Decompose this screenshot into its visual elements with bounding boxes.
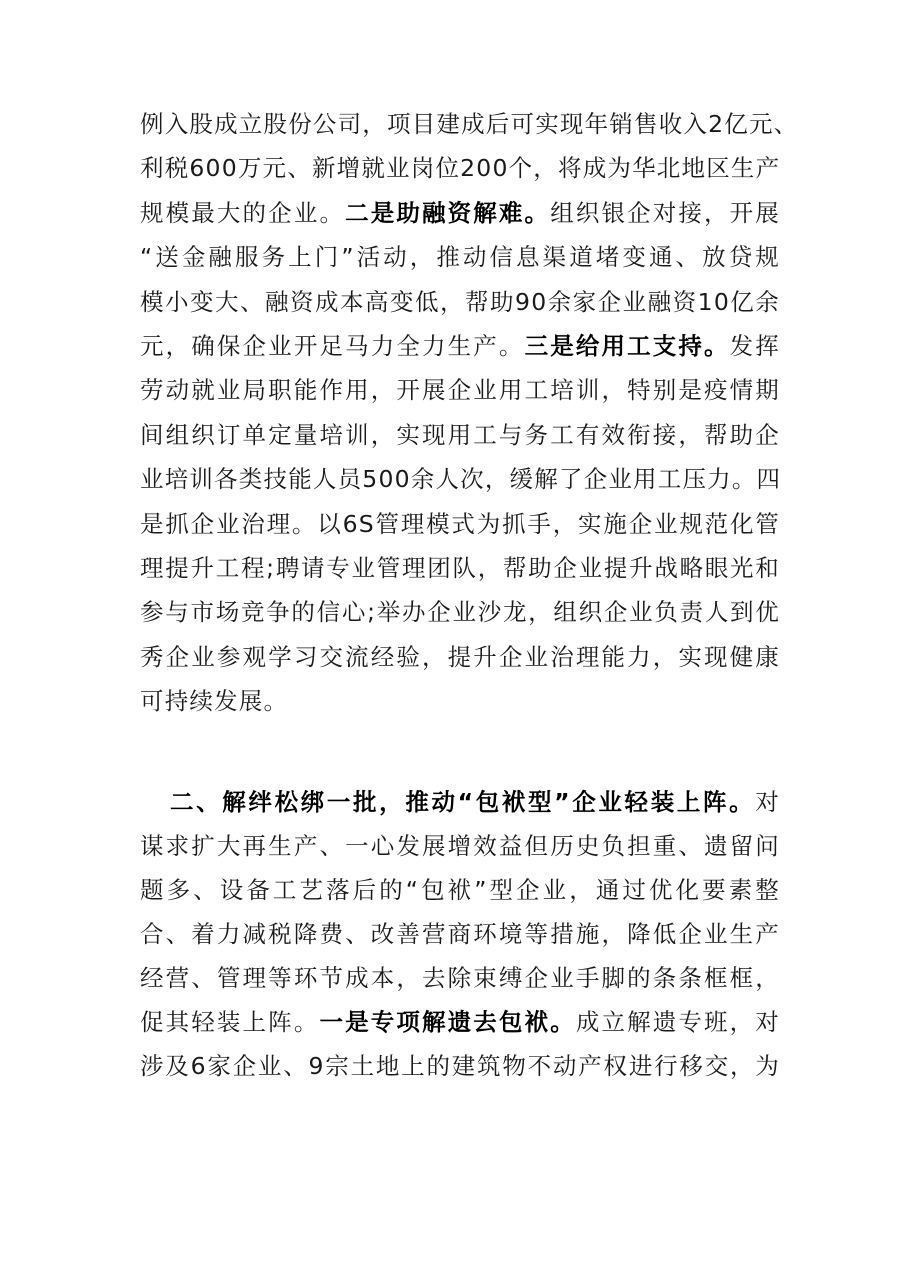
body-text: 是抓企业治理。以6S管理模式为抓手，实施企业规范化管 bbox=[140, 509, 780, 538]
text-line bbox=[140, 193, 780, 233]
body-text: 规模最大的企业。 bbox=[140, 198, 346, 227]
body-text: 劳动就业局职能作用，开展企业用工培训，特别是疫情期 bbox=[140, 376, 780, 405]
text-line bbox=[140, 459, 780, 499]
text-line bbox=[140, 681, 780, 721]
body-text: 可持续发展。 bbox=[140, 687, 289, 716]
body-text: 元，确保企业开足马力全力生产。 bbox=[140, 332, 525, 360]
text-line bbox=[140, 826, 780, 866]
text-line bbox=[170, 782, 780, 822]
text-line bbox=[140, 1046, 780, 1086]
body-text: 理提升工程;聘请专业管理团队，帮助企业提升战略眼光和 bbox=[140, 554, 780, 582]
body-text: 例入股成立股份公司，项目建成后可实现年销售收入2亿元、 bbox=[140, 110, 799, 138]
body-text: 模小变大、融资成本高变低，帮助90余家企业融资10亿余 bbox=[140, 287, 780, 316]
bold-heading-text: 二是助融资解难。 bbox=[345, 198, 551, 227]
text-line bbox=[140, 870, 780, 910]
text-line bbox=[140, 104, 799, 144]
body-text: 经营、管理等环节成本，去除束缚企业手脚的条条框框， bbox=[140, 964, 780, 992]
text-line bbox=[140, 237, 780, 277]
bold-heading-text: 一是专项解遗去包袱。 bbox=[319, 1008, 576, 1036]
body-text: 成立解遗专班，对 bbox=[575, 1008, 781, 1036]
body-text: 对 bbox=[755, 788, 780, 816]
body-text: 组织银企对接，开展 bbox=[550, 198, 780, 227]
body-text: 合、着力减税降费、改善营商环境等措施，降低企业生产 bbox=[140, 920, 780, 948]
body-text: 题多、设备工艺落后的“包袱”型企业，通过优化要素整 bbox=[140, 876, 780, 904]
bold-heading-text: 二、解绊松绑一批，推动“包袱型”企业轻装上阵。 bbox=[170, 788, 756, 816]
text-line bbox=[140, 914, 780, 954]
text-line bbox=[140, 148, 780, 188]
body-text: 涉及6家企业、9宗土地上的建筑物不动产权进行移交，为 bbox=[140, 1052, 780, 1080]
text-line bbox=[140, 282, 780, 322]
text-line bbox=[140, 592, 780, 632]
body-text: 秀企业参观学习交流经验，提升企业治理能力，实现健康 bbox=[140, 642, 780, 671]
text-line bbox=[140, 504, 780, 544]
body-text: 谋求扩大再生产、一心发展增效益但历史负担重、遗留问 bbox=[140, 832, 780, 860]
text-line bbox=[140, 415, 780, 455]
text-line bbox=[140, 1002, 780, 1042]
text-line bbox=[140, 637, 780, 677]
body-text: 间组织订单定量培训，实现用工与务工有效衔接，帮助企 bbox=[140, 420, 780, 449]
body-text: 业培训各类技能人员500余人次，缓解了企业用工压力。四 bbox=[140, 465, 782, 494]
text-line bbox=[140, 548, 780, 588]
text-line bbox=[140, 326, 780, 366]
body-text: “送金融服务上门”活动，推动信息渠道堵变通、放贷规 bbox=[140, 243, 780, 272]
text-line bbox=[140, 370, 780, 410]
body-text: 促其轻装上阵。 bbox=[140, 1008, 320, 1036]
body-text: 发挥 bbox=[729, 332, 781, 360]
text-line bbox=[140, 958, 780, 998]
body-text: 参与市场竞争的信心;举办企业沙龙，组织企业负责人到优 bbox=[140, 598, 780, 627]
bold-heading-text: 三是给用工支持。 bbox=[524, 332, 730, 360]
body-text: 利税600万元、新增就业岗位200个，将成为华北地区生产 bbox=[140, 154, 781, 183]
